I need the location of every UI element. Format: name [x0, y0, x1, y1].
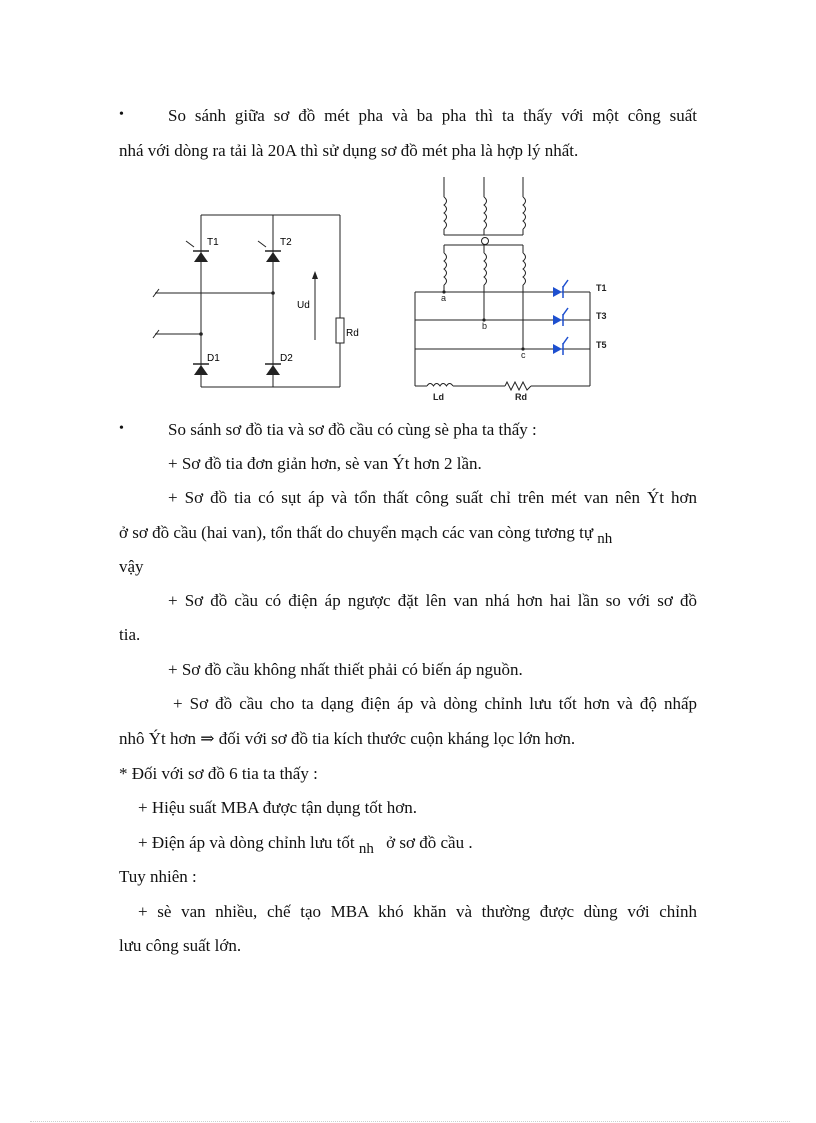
p2-item2-line2-text: ở sơ đồ cầu (hai van), tổn thất do chuyển mạch các van còng tương tự [119, 523, 594, 542]
p2-line1: So sánh sơ đồ tia và sơ đồ cầu có cùng sè pha ta thấy : [168, 420, 537, 439]
p3-item1: + Hiệu suất MBA được tận dụng tốt hơn. [138, 798, 418, 817]
thyristor-t1-right-symbol [553, 287, 562, 297]
p2-item1: + Sơ đồ tia đơn giản hơn, sè van Ýt hơn 2 lần. [168, 454, 482, 473]
p2-item3-line2: tia. [119, 625, 141, 644]
p2-item2-subscript: nh [597, 531, 613, 547]
bullet-1: • [119, 107, 124, 122]
page-bottom-rule [30, 1121, 790, 1122]
thyristor-t5-symbol [553, 344, 562, 354]
label-d1: D1 [207, 353, 220, 364]
p4-item1-line1: + sè van nhiều, chế tạo MBA khó khăn và thường được dùng với chỉnh [138, 902, 697, 921]
thyristor-t2-symbol [266, 252, 280, 262]
label-t2: T2 [280, 237, 292, 248]
thyristor-t3-symbol [553, 315, 562, 325]
p2-item5-line2: nhô Ýt hơn ⇒ đối với sơ đồ tia kích thước cuộn kháng lọc lớn hơn. [119, 729, 576, 748]
p2-item2-line3: vậy [119, 557, 144, 576]
six-pulse-rectifier-diagram [405, 175, 630, 403]
p2-item4: + Sơ đồ cầu không nhất thiết phải có biến áp nguồn. [168, 660, 523, 679]
p4-heading: Tuy nhiên : [119, 867, 197, 886]
p3-item2-text-b: ở sơ đồ cầu . [386, 833, 473, 852]
label-rd-right: Rd [515, 392, 527, 402]
label-t5: T5 [596, 340, 607, 350]
p4-item1-line2: lưu công suất lớn. [119, 936, 242, 955]
diode-d1-symbol [194, 365, 208, 375]
p3-item2 [138, 832, 473, 855]
label-t3: T3 [596, 311, 607, 321]
label-a: a [441, 293, 447, 303]
p2-item3-line1: + Sơ đồ cầu có điện áp ngược đặt lên van nhá hơn hai lần so với sơ đồ [168, 591, 697, 610]
label-t1-right: T1 [596, 283, 607, 293]
p3-item2-text-a: + Điện áp và dòng chỉnh lưu tốt [138, 833, 355, 852]
p2-item5-line1: + Sơ đồ cầu cho ta dạng điện áp và dòng chỉnh lưu tốt hơn và độ nhấp [173, 694, 697, 713]
p1-line1: So sánh giữa sơ đồ mét pha và ba pha thì ta thấy với một công suất [168, 106, 697, 125]
label-ld: Ld [433, 392, 444, 402]
p3-heading: * Đối với sơ đồ 6 tia ta thấy : [119, 764, 318, 783]
p1-line2: nhá với dòng ra tải là 20A thì sử dụng sơ đồ mét pha là hợp lý nhất. [119, 141, 579, 160]
p2-item2-line1: + Sơ đồ tia có sụt áp và tổn thất công suất chỉ trên mét van nên Ýt hơn [168, 488, 697, 507]
diode-d2-symbol [266, 365, 280, 375]
resistor-rd-symbol [336, 318, 344, 343]
label-c: c [521, 350, 526, 360]
label-b: b [482, 321, 488, 331]
bullet-2: • [119, 421, 124, 436]
thyristor-t1-symbol [194, 252, 208, 262]
bridge-rectifier-diagram [150, 205, 370, 395]
label-d2: D2 [280, 353, 293, 364]
label-ud: Ud [297, 300, 310, 311]
p2-item2-line2 [119, 522, 612, 545]
p3-item2-subscript: nh [358, 841, 374, 857]
label-t1: T1 [207, 237, 219, 248]
label-rd: Rd [346, 328, 359, 339]
